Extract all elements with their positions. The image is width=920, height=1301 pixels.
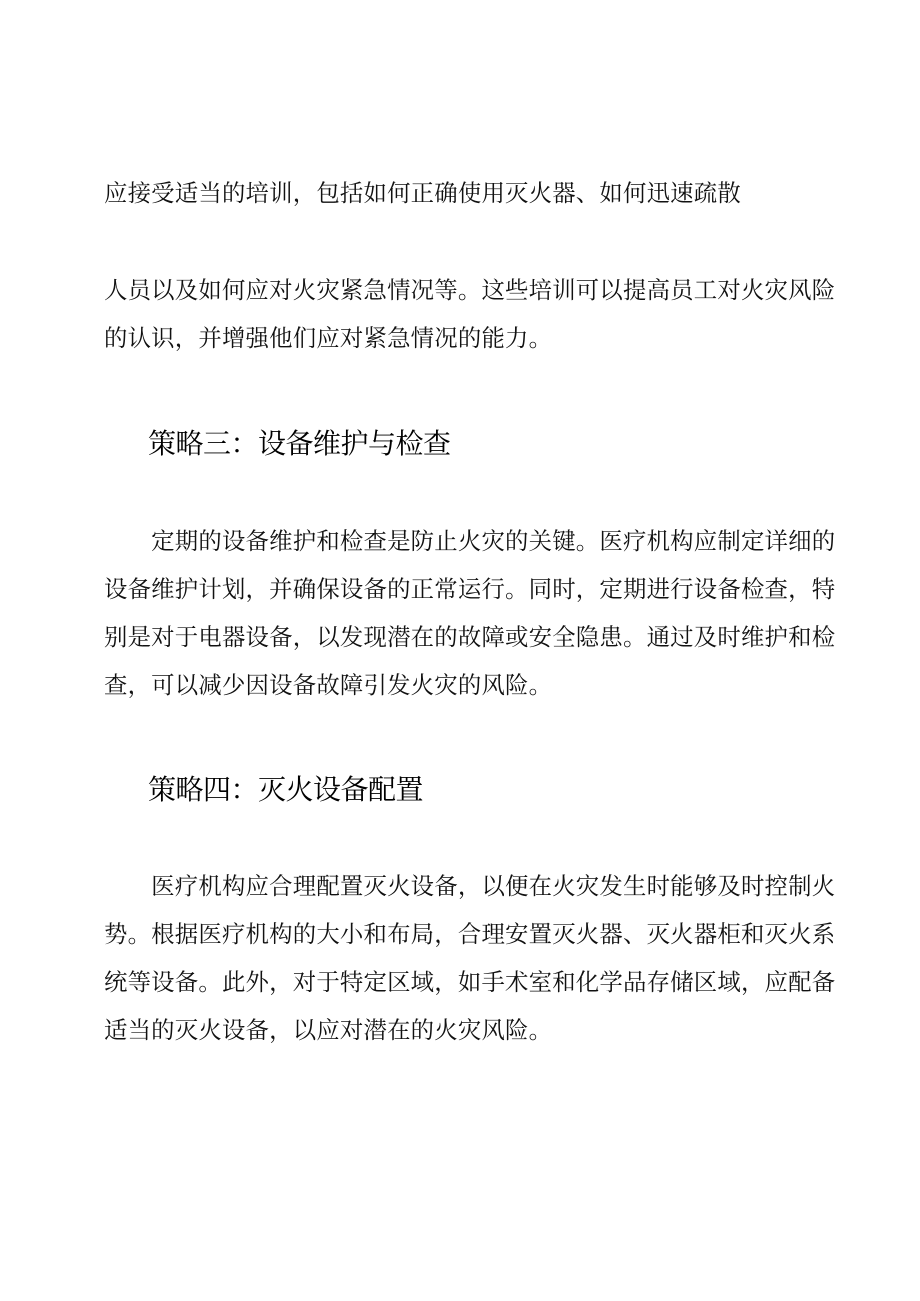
paragraph-line: 适当的灭火设备，以应对潜在的火灾风险。 (104, 1016, 553, 1044)
paragraph-line: 应接受适当的培训，包括如何正确使用灭火器、如何迅速疏散 (104, 179, 741, 207)
paragraph-line: 定期的设备维护和检查是防止火灾的关键。医疗机构应制定详细的 (104, 527, 836, 555)
paragraph-line: 统等设备。此外，对于特定区域，如手术室和化学品存储区域，应配备 (104, 968, 836, 996)
paragraph-line: 设备维护计划，并确保设备的正常运行。同时，定期进行设备检查，特 (104, 575, 836, 603)
section-heading: 策略四：灭火设备配置 (148, 773, 424, 806)
section-heading: 策略三：设备维护与检查 (148, 427, 451, 460)
paragraph-line: 查，可以减少因设备故障引发火灾的风险。 (104, 671, 553, 699)
paragraph-line: 医疗机构应合理配置灭火设备，以便在火灾发生时能够及时控制火 (104, 872, 836, 900)
paragraph-line: 人员以及如何应对火灾紧急情况等。这些培训可以提高员工对火灾风险 (104, 276, 836, 304)
paragraph-line: 势。根据医疗机构的大小和布局，合理安置灭火器、灭火器柜和灭火系 (104, 920, 836, 948)
paragraph-line: 的认识，并增强他们应对紧急情况的能力。 (104, 324, 553, 352)
paragraph-line: 别是对于电器设备，以发现潜在的故障或安全隐患。通过及时维护和检 (104, 623, 836, 651)
